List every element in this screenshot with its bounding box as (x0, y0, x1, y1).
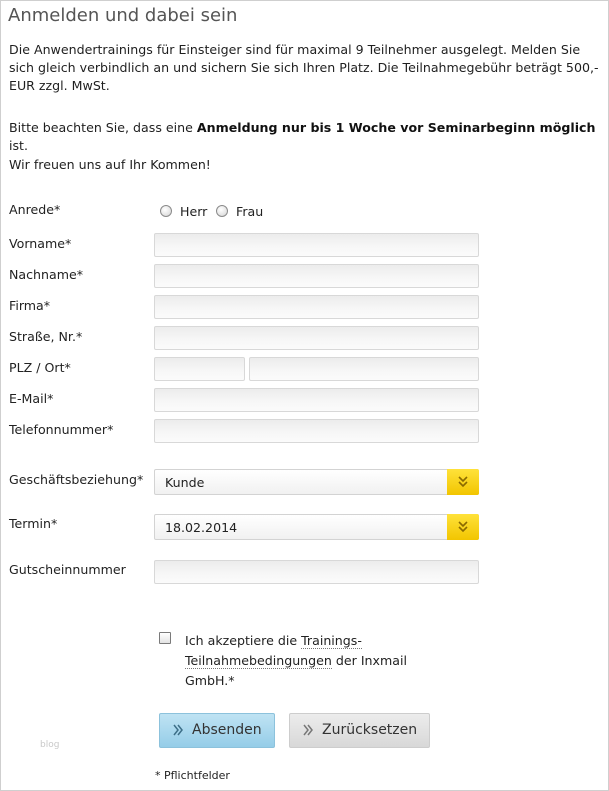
firma-input[interactable] (154, 295, 479, 319)
termin-label: Termin* (9, 516, 58, 531)
accept-text-post: der Inxmail GmbH.* (185, 653, 407, 688)
radio-herr-label[interactable]: Herr (180, 204, 208, 219)
welcome-paragraph: Wir freuen uns auf Ihr Kommen! (9, 157, 211, 172)
vorname-input[interactable] (154, 233, 479, 257)
required-note: * Pflichtfelder (155, 769, 230, 782)
gutschein-label: Gutscheinnummer (9, 562, 126, 577)
double-chevron-down-icon (458, 476, 468, 488)
strasse-label: Straße, Nr.* (9, 329, 83, 344)
ort-input[interactable] (249, 357, 479, 381)
radio-frau[interactable] (216, 205, 228, 217)
termin-value: 18.02.2014 (165, 520, 238, 535)
email-label: E-Mail* (9, 391, 54, 406)
termin-dropdown-button[interactable] (447, 514, 479, 540)
strasse-input[interactable] (154, 326, 479, 350)
notice-paragraph (9, 119, 605, 155)
beziehung-select[interactable] (154, 469, 479, 495)
beziehung-dropdown-button[interactable] (447, 469, 479, 495)
double-chevron-right-icon (172, 724, 184, 736)
radio-frau-label[interactable]: Frau (236, 204, 264, 219)
plz-input[interactable] (154, 357, 245, 381)
terms-link[interactable]: Trainings-Teilnahmebedingungen (185, 633, 362, 668)
page-title: Anmelden und dabei sein (8, 5, 238, 26)
email-input[interactable] (154, 388, 479, 412)
nachname-input[interactable] (154, 264, 479, 288)
notice-text: Bitte beachten Sie, dass eine (9, 120, 197, 135)
double-chevron-down-icon (458, 521, 468, 533)
termin-select[interactable] (154, 514, 479, 540)
telefon-label: Telefonnummer* (9, 422, 114, 437)
submit-button-label: Absenden (192, 722, 262, 738)
accept-text (185, 631, 445, 691)
beziehung-value: Kunde (165, 475, 205, 490)
radio-herr[interactable] (160, 205, 172, 217)
nachname-label: Nachname* (9, 267, 84, 282)
notice-bold: Anmeldung nur bis 1 Woche vor Seminarbeginn möglich (196, 120, 596, 135)
plz-ort-label: PLZ / Ort* (9, 360, 71, 375)
double-chevron-right-icon (302, 724, 314, 736)
gutschein-input[interactable] (154, 560, 479, 584)
submit-button[interactable] (159, 713, 275, 748)
notice-text-end: ist. (9, 138, 29, 153)
vorname-label: Vorname* (9, 236, 72, 251)
reset-button[interactable] (289, 713, 430, 748)
anrede-label: Anrede* (9, 202, 61, 217)
reset-button-label: Zurücksetzen (322, 722, 418, 738)
beziehung-label: Geschäftsbeziehung* (9, 472, 144, 487)
accept-checkbox[interactable] (159, 632, 171, 644)
firma-label: Firma* (9, 298, 51, 313)
intro-paragraph: Die Anwendertrainings für Einsteiger sind für maximal 9 Teilnehmer ausgelegt. Melden Sie sich gleich verbindlich an und sichern Sie sich Ihren Platz. Die Teilnahmegebühr beträgt 500,- EUR zzgl. MwSt. (9, 42, 599, 93)
accept-text-pre: Ich akzeptiere die (185, 633, 302, 648)
watermark: blog (40, 740, 60, 750)
telefon-input[interactable] (154, 419, 479, 443)
